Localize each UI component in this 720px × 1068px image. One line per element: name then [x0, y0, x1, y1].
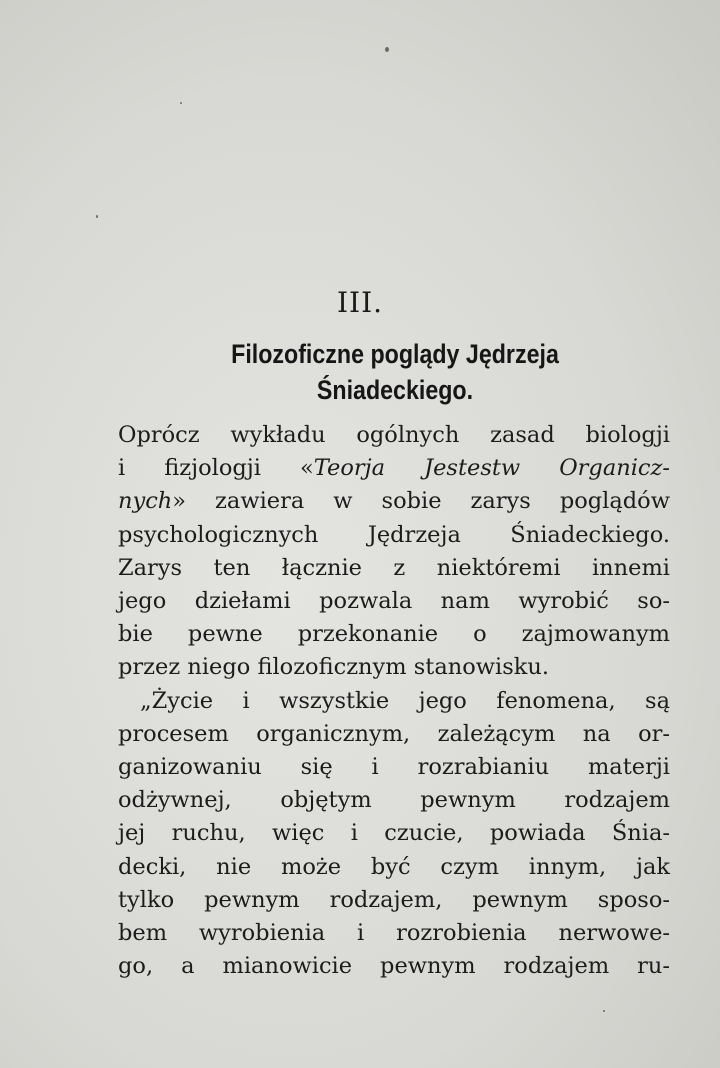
print-speck [603, 1010, 605, 1012]
text-line [118, 452, 670, 485]
text-fragment: i fizjologji « [118, 455, 314, 482]
text-line: Oprócz wykładu ogólnych zasad biologji [118, 422, 670, 448]
book-title-italic: nych [118, 488, 173, 515]
text-line: bem wyrobienia i rozrobienia nerwowe- [118, 920, 670, 947]
print-speck [385, 47, 389, 52]
chapter-title-line: Filozoficzne poglądy Jędrzeja [231, 339, 559, 369]
chapter-title [184, 336, 605, 408]
text-line: bie pewne przekonanie o zajmowanym [118, 621, 670, 648]
text-line: przez niego filozoficznym stanowisku. [118, 654, 550, 681]
chapter-number: III. [336, 286, 384, 319]
text-line: jego dziełami pozwala nam wyrobić so- [118, 588, 670, 615]
body-text [118, 419, 670, 983]
text-line: tylko pewnym rodzajem, pewnym sposo- [118, 886, 670, 913]
text-line: psychologicznych Jędrzeja Śniadeckiego. [118, 521, 670, 548]
text-line [118, 485, 670, 518]
paragraph [118, 419, 670, 685]
text-fragment: » zawiera w sobie zarys poglądów [172, 488, 670, 515]
text-line: jej ruchu, więc i czucie, powiada Śnia- [118, 820, 670, 847]
text-line: „Życie i wszystkie jego fenomena, są [140, 687, 670, 714]
text-line: Zarys ten łącznie z niektóremi innemi [118, 554, 670, 581]
text-line: odżywnej, objętym pewnym rodzajem [118, 787, 670, 814]
chapter-title-line: Śniadeckiego. [316, 375, 474, 405]
paragraph [118, 685, 670, 984]
text-line: ganizowaniu się i rozrabianiu materji [118, 754, 670, 781]
text-line: procesem organicznym, zależącym na or- [118, 720, 670, 747]
book-title-italic: Teorja Jestestw Organicz- [313, 455, 670, 482]
print-speck [180, 102, 182, 104]
text-line: go, a mianowicie pewnym rodzajem ru- [118, 953, 670, 980]
text-line: decki, nie może być czym innym, jak [118, 853, 670, 880]
print-speck [96, 215, 98, 218]
